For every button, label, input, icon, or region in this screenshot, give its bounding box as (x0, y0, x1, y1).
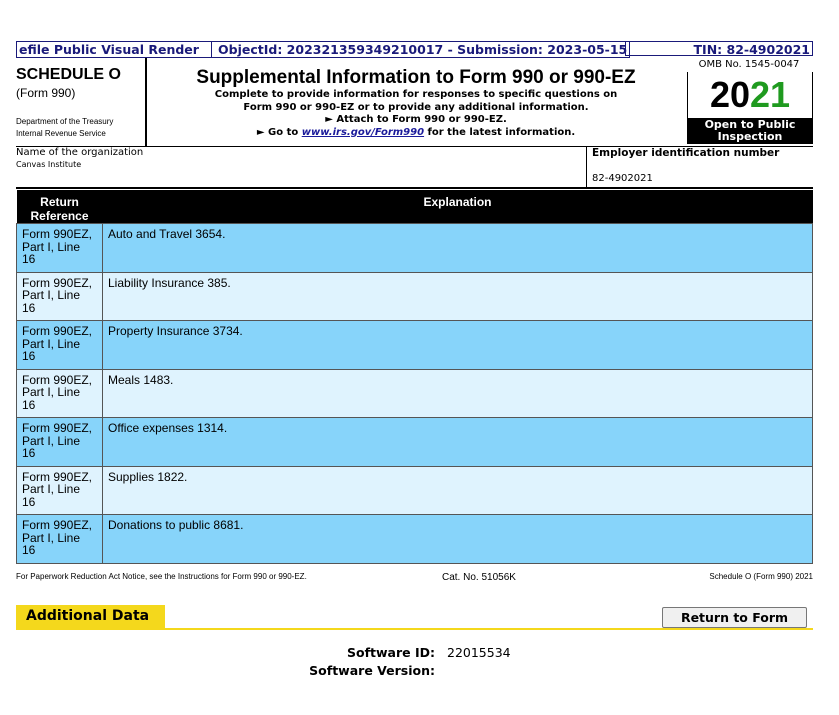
ref-line-3: 16 (22, 543, 36, 557)
ref-line-3: 16 (22, 494, 36, 509)
return-reference (17, 418, 103, 467)
instruction-4-post: for the latest information. (424, 126, 576, 138)
tin: TIN: 82-4902021 (625, 41, 813, 56)
efile-banner (16, 41, 813, 57)
instructions (147, 89, 685, 139)
ref-line-2: Part I, Line (22, 433, 81, 448)
schedule-title: SCHEDULE O (16, 66, 121, 83)
object-id: ObjectId: 202321359349210017 - Submission: 2023-05-15 (211, 41, 630, 58)
ref-line-2: Part I, Line (22, 239, 81, 254)
ref-line-3: 16 (22, 252, 36, 266)
ein-value: 82-4902021 (592, 173, 653, 184)
ref-line-3: 16 (22, 300, 36, 315)
ein-label: Employer identification number (592, 147, 780, 159)
col-ref-line-1: Return (40, 195, 79, 209)
table-row (17, 466, 813, 515)
explanation: Property Insurance 3734. (103, 321, 813, 370)
return-reference (17, 515, 103, 564)
tax-year (687, 72, 813, 118)
ref-line-1: Form 990EZ, (22, 469, 93, 484)
table-row (17, 369, 813, 418)
table-header-row (17, 190, 813, 224)
ref-line-1: Form 990EZ, (22, 324, 93, 338)
catalog-number: Cat. No. 51056K (442, 572, 516, 583)
ref-line-3: 16 (22, 397, 36, 412)
year-block (687, 58, 813, 146)
return-reference (17, 224, 103, 273)
explanation: Meals 1483. (103, 369, 813, 418)
instruction-4-pre: ► Go to (256, 126, 302, 138)
instruction-3: ► Attach to Form 990 or 990-EZ. (325, 114, 507, 125)
paperwork-notice: For Paperwork Reduction Act Notice, see the Instructions for Form 990 or 990-EZ. (16, 572, 307, 581)
explanation: Auto and Travel 3654. (103, 224, 813, 273)
omb-number: OMB No. 1545-0047 (698, 59, 800, 70)
form-header (16, 58, 813, 147)
year-suffix: 21 (750, 74, 791, 115)
ref-line-2: Part I, Line (22, 288, 81, 302)
dept-line-1: Department of the Treasury (16, 117, 114, 126)
year-prefix: 20 (709, 74, 750, 115)
title-block (147, 58, 685, 146)
additional-data-rule (16, 628, 813, 630)
ref-line-2: Part I, Line (22, 530, 81, 545)
form-title: Supplemental Information to Form 990 or 990-EZ (196, 67, 636, 88)
ref-line-2: Part I, Line (22, 385, 81, 399)
ref-line-1: Form 990EZ, (22, 518, 93, 532)
additional-data-title: Additional Data (16, 605, 165, 628)
explanation: Office expenses 1314. (103, 418, 813, 467)
form-number: (Form 990) (16, 86, 76, 100)
form-footer-id: Schedule O (Form 990) 2021 (709, 572, 813, 581)
explanation: Supplies 1822. (103, 466, 813, 515)
explanation: Liability Insurance 385. (103, 272, 813, 321)
table-row (17, 272, 813, 321)
dept-line-2: Internal Revenue Service (16, 129, 106, 138)
instruction-2: Form 990 or 990-EZ or to provide any additional information. (243, 101, 589, 113)
org-name-cell (16, 146, 587, 187)
open-line-1: Open to Public (704, 118, 796, 131)
ref-line-1: Form 990EZ, (22, 227, 93, 241)
explanation: Donations to public 8681. (103, 515, 813, 564)
software-id-label: Software ID: (346, 645, 435, 660)
render-label: efile Public Visual Render (16, 41, 212, 58)
col-explanation: Explanation (103, 190, 813, 224)
department (16, 116, 144, 140)
open-to-public-badge (687, 118, 813, 144)
instruction-1: Complete to provide information for responses to specific questions on (214, 89, 618, 100)
organization-row (16, 146, 813, 189)
ref-line-3: 16 (22, 446, 36, 460)
table-row (17, 224, 813, 273)
col-return-reference (17, 190, 103, 224)
ref-line-2: Part I, Line (22, 482, 81, 496)
return-reference (17, 272, 103, 321)
software-version-label: Software Version: (309, 663, 435, 678)
ref-line-3: 16 (22, 349, 36, 363)
ref-line-2: Part I, Line (22, 336, 81, 351)
software-id-value: 22015534 (447, 645, 511, 660)
explanation-table (16, 190, 813, 564)
ref-line-1: Form 990EZ, (22, 275, 93, 290)
irs-link[interactable]: www.irs.gov/Form990 (301, 126, 425, 138)
table-row (17, 515, 813, 564)
org-name-label: Name of the organization (16, 147, 144, 158)
return-reference (17, 321, 103, 370)
org-name: Canvas Institute (16, 160, 82, 169)
open-line-2: Inspection (717, 130, 783, 143)
table-row (17, 321, 813, 370)
return-reference (17, 466, 103, 515)
instruction-4 (147, 127, 685, 140)
schedule-id-block (16, 58, 147, 146)
return-reference (17, 369, 103, 418)
return-to-form-button[interactable]: Return to Form (662, 607, 807, 628)
ref-line-1: Form 990EZ, (22, 372, 93, 387)
col-ref-line-2: Reference (30, 209, 89, 223)
table-row (17, 418, 813, 467)
ref-line-1: Form 990EZ, (22, 421, 93, 435)
